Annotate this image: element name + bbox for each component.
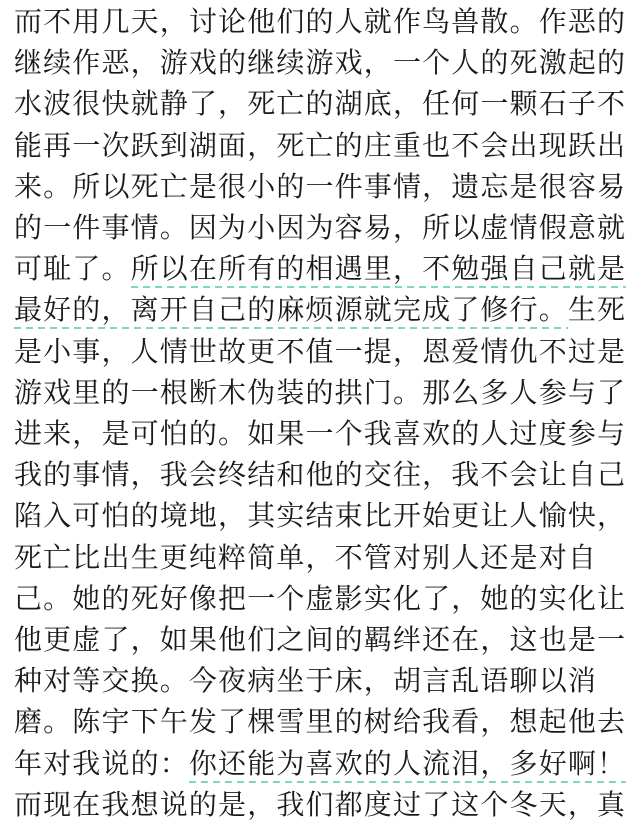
text-line [14,579,626,619]
text-line [14,414,626,454]
text-segment: 磨。陈宇下午发了棵雪里的树给我看，想起他去 [14,705,627,739]
text-segment: 陷入可怕的境地，其实结束比开始更让人愉快， [14,499,627,533]
text-line [14,290,626,330]
text-line [14,661,597,701]
text-segment: 而现在我想说的是，我们都度过了这个冬天，真 [14,787,627,821]
text-line [14,2,626,42]
text-line [14,208,626,248]
highlighted-text: 所以在所有的相遇里，不勉强自己就是 [131,252,627,288]
text-line [14,84,626,124]
text-segment: 死亡比出生更纯粹简单，不管对别人还是对自 [14,540,598,574]
text-line [14,332,626,372]
highlighted-text: 最好的，离开自己的麻烦源就完成了修行。 [14,293,568,329]
text-line [14,744,626,784]
text-line [14,455,626,495]
text-line [14,620,626,660]
text-segment: 年对我说的： [14,746,189,780]
text-line [14,538,597,578]
text-segment: 游戏里的一根断木伪装的拱门。那么多人参与了 [14,375,627,409]
text-line [14,373,626,413]
highlighted-text: 你还能为喜欢的人流泪，多好啊！ [189,747,626,783]
text-segment: 生死 [567,293,627,327]
text-segment: 我的事情，我会终结和他的交往，我不会让自己 [14,458,627,492]
text-segment: 能再一次跃到湖面，死亡的庄重也不会出现跃出 [14,128,627,162]
text-segment: 而不用几天，讨论他们的人就作鸟兽散。作恶的 [14,5,627,38]
text-line [14,785,626,825]
text-segment: 继续作恶，游戏的继续游戏，一个人的死激起的 [14,46,627,80]
text-line [14,43,626,83]
text-segment: 种对等交换。今夜病坐于床，胡言乱语聊以消 [14,664,598,698]
text-line [14,167,626,207]
text-line [14,126,626,166]
text-line [14,249,626,289]
text-line [14,496,626,536]
text-line [14,702,626,742]
text-segment: 的一件事情。因为小因为容易，所以虚情假意就 [14,211,627,244]
text-segment: 他更虚了，如果他们之间的羁绊还在，这也是一 [14,623,627,656]
text-segment: 可耻了。 [14,252,131,286]
text-segment: 己。她的死好像把一个虚影实化了，她的实化让 [14,581,627,615]
text-segment: 是小事，人情世故更不值一提，恩爱情仇不过是 [14,334,627,368]
text-segment: 来。所以死亡是很小的一件事情，遗忘是很容易 [14,169,627,203]
text-segment: 水波很快就静了，死亡的湖底，任何一颗石子不 [14,87,627,121]
text-segment: 进来，是可怕的。如果一个我喜欢的人过度参与 [14,417,627,450]
